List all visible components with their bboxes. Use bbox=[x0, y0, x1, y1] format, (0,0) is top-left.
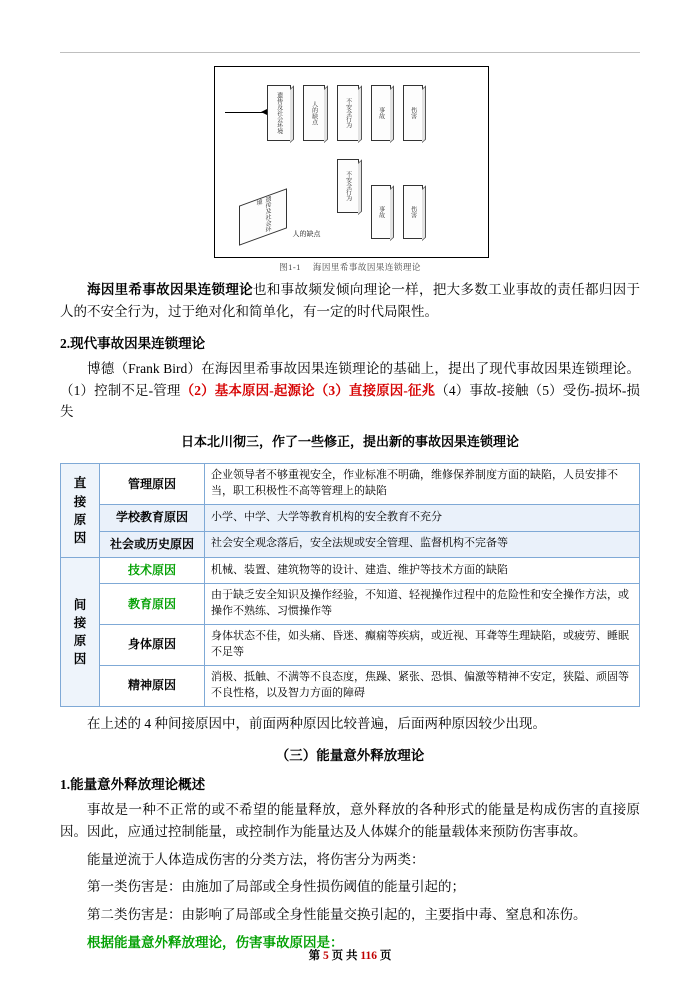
group-char: 原 bbox=[73, 633, 87, 648]
figure-block-4: 事故 bbox=[371, 85, 391, 141]
table-row bbox=[61, 464, 640, 505]
figure-fallen-block: 遗传及社会环境 bbox=[239, 188, 287, 245]
footer-total-pages: 116 bbox=[360, 950, 377, 962]
figure-block-3: 不安全行为 bbox=[337, 85, 359, 141]
group-char: 因 bbox=[73, 530, 87, 545]
group-char: 接 bbox=[73, 494, 87, 509]
cause-desc: 企业领导者不够重视安全，作业标准不明确，维修保养制度方面的缺陷，人员安排不当，职工积极性不高等管理上的缺陷 bbox=[205, 464, 640, 505]
figure-caption-number: 图1-1 bbox=[279, 262, 301, 272]
figure-lower-block-2: 事故 bbox=[371, 185, 391, 239]
table-row bbox=[61, 557, 640, 583]
group-char: 原 bbox=[73, 512, 87, 527]
table-group-indirect bbox=[61, 557, 100, 706]
heading-modern-chain: 2.现代事故因果连锁理论 bbox=[60, 335, 206, 351]
footer-prefix: 第 bbox=[308, 950, 321, 962]
cause-desc: 社会安全观念落后，安全法规或安全管理、监督机构不完备等 bbox=[205, 531, 640, 557]
figure-caption-text: 海因里希事故因果连锁理论 bbox=[312, 262, 421, 272]
cause-desc: 消极、抵触、不满等不良态度，焦躁、紧张、恐惧、偏激等精神不安定，狭隘、顽固等不良性格，以及智力方面的障碍 bbox=[205, 666, 640, 707]
figure-caption bbox=[214, 261, 487, 273]
paragraph-4: 事故是一种不正常的或不希望的能量释放，意外释放的各种形式的能量是构成伤害的直接原因。因此，应通过控制能量，或控制作为能量达及人体媒介的能量载体来预防伤害事故。 bbox=[60, 801, 640, 839]
figure-container bbox=[214, 66, 487, 273]
table-group-direct bbox=[61, 464, 100, 558]
header-rule bbox=[60, 52, 640, 53]
figure-block-5: 伤害 bbox=[403, 85, 423, 141]
cause-name: 身体原因 bbox=[100, 625, 205, 666]
heading-energy-overview: 1.能量意外释放理论概述 bbox=[60, 776, 206, 792]
figure-arrow-line bbox=[225, 112, 263, 113]
paragraph-5: 能量逆流于人体造成伤害的分类方法，将伤害分为两类： bbox=[87, 851, 425, 867]
figure-block-1: 遗传及社会环境 bbox=[267, 85, 291, 141]
paragraph-6: 第一类伤害是：由施加了局部或全身性损伤阈值的能量引起的； bbox=[87, 879, 465, 895]
cause-name: 管理原因 bbox=[100, 464, 205, 505]
group-char: 因 bbox=[73, 652, 87, 667]
paragraph-1-rest: 也和事故频发倾向理论一样，把大多数工业事故的责任都归因于人的不安全行为，过于绝对化和简单化，有一定的时代局限性。 bbox=[60, 282, 640, 319]
cause-name: 社会或历史原因 bbox=[100, 531, 205, 557]
figure-lower-block-1: 不安全行为 bbox=[337, 159, 359, 213]
figure-lower-block-3: 伤害 bbox=[403, 185, 423, 239]
table-row bbox=[61, 531, 640, 557]
page-footer bbox=[0, 947, 700, 963]
figure-fallen-label: 人的缺点 bbox=[292, 231, 321, 238]
footer-middle: 页 共 bbox=[331, 950, 358, 962]
paragraph-2-a: 博德（Frank Bird）在海因里希事故因果连锁理论的基础上，提出了现代事故因果连锁理论。（1）控制不足-管理 bbox=[60, 360, 640, 398]
table-title: 日本北川彻三，作了一些修正，提出新的事故因果连锁理论 bbox=[180, 434, 519, 450]
table-row bbox=[61, 505, 640, 531]
paragraph-7: 第二类伤害是：由影响了局部或全身性能量交换引起的，主要指中毒、窒息和冻伤。 bbox=[87, 907, 587, 923]
paragraph-2-red: （2）基本原因-起源论（3）直接原因-征兆 bbox=[180, 382, 436, 398]
paragraph-2-b: （4）事故-接触（5）受伤-损坏-损失 bbox=[60, 382, 640, 420]
cause-name: 精神原因 bbox=[100, 666, 205, 707]
section-title-energy: （三）能量意外释放理论 bbox=[275, 747, 425, 763]
paragraph-3: 在上述的 4 种间接原因中，前面两种原因比较普遍，后面两种原因较少出现。 bbox=[87, 715, 546, 731]
group-char: 间 bbox=[73, 597, 87, 612]
table-row bbox=[61, 666, 640, 707]
cause-desc: 身体状态不佳，如头痛、昏迷、癫痫等疾病，或近视、耳聋等生理缺陷，或疲劳、睡眠不足等 bbox=[205, 625, 640, 666]
figure-block-2: 人的缺点 bbox=[303, 85, 325, 141]
group-char: 直 bbox=[73, 476, 87, 491]
cause-name: 技术原因 bbox=[100, 557, 205, 583]
cause-desc: 由于缺乏安全知识及操作经验，不知道、轻视操作过程中的危险性和安全操作方法，或操作不熟练、习惯操作等 bbox=[205, 584, 640, 625]
paragraph-1-bold: 海因里希事故因果连锁理论 bbox=[87, 282, 253, 297]
paragraph-2 bbox=[60, 358, 640, 424]
paragraph-8: 根据能量意外释放理论，伤害事故原因是： bbox=[87, 935, 344, 951]
cause-name: 学校教育原因 bbox=[100, 505, 205, 531]
cause-desc: 机械、装置、建筑物等的设计、建造、维护等技术方面的缺陷 bbox=[205, 557, 640, 583]
footer-page-number: 5 bbox=[323, 950, 329, 962]
figure-diagram bbox=[214, 66, 489, 258]
group-char: 接 bbox=[73, 615, 87, 630]
paragraph-1 bbox=[60, 279, 640, 323]
footer-suffix: 页 bbox=[379, 950, 392, 962]
cause-name: 教育原因 bbox=[100, 584, 205, 625]
cause-table bbox=[60, 463, 640, 707]
cause-desc: 小学、中学、大学等教育机构的安全教育不充分 bbox=[205, 505, 640, 531]
table-row bbox=[61, 584, 640, 625]
table-row bbox=[61, 625, 640, 666]
